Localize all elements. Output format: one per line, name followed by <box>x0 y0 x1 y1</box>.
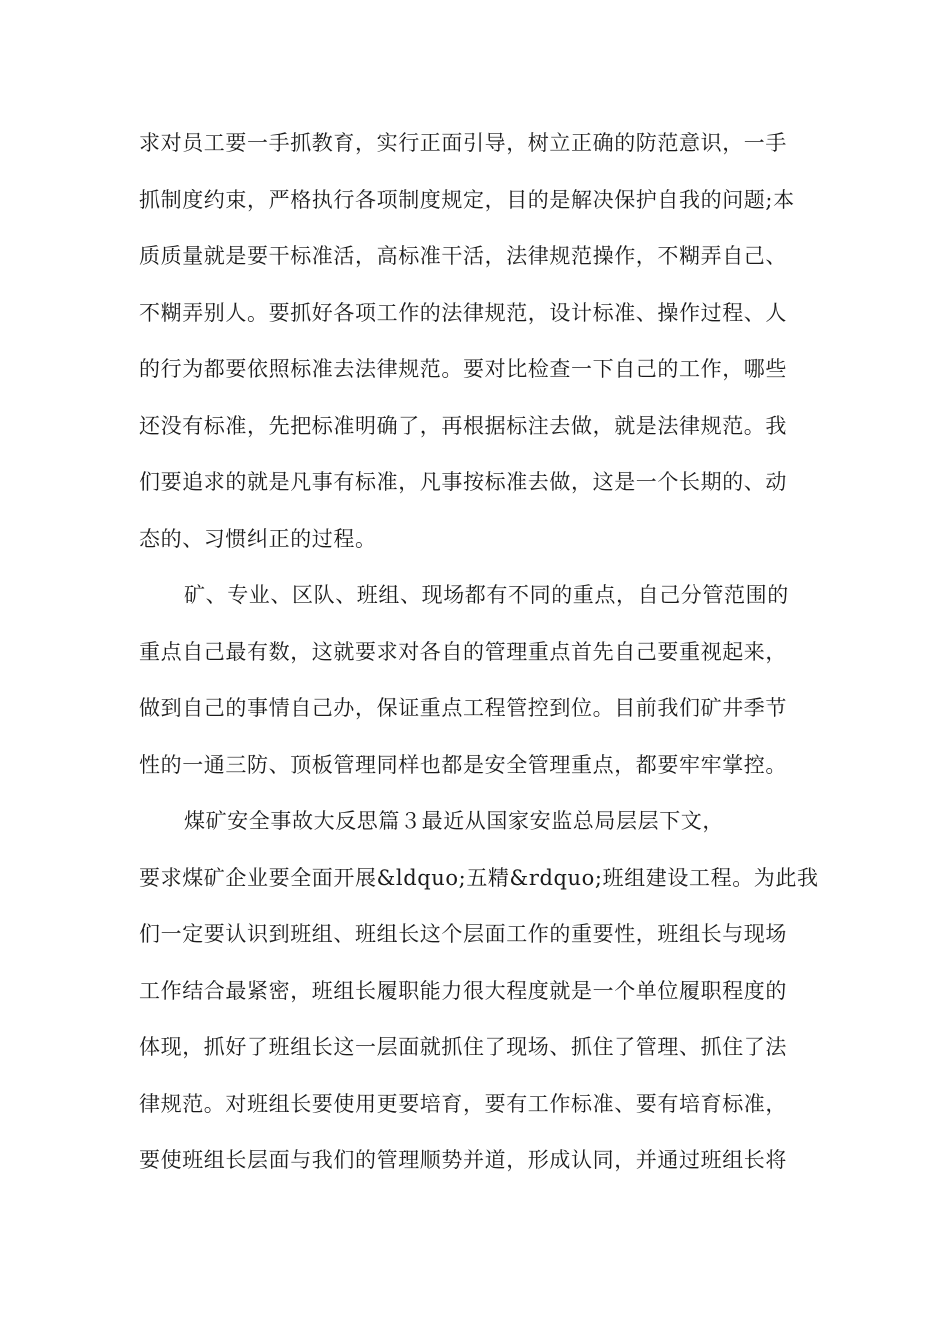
text-line: 态的、习惯纠正的过程。 <box>139 526 377 551</box>
body-text <box>139 119 829 1193</box>
text-line: 工作结合最紧密，班组长履职能力很大程度就是一个单位履职程度的 <box>139 978 787 1003</box>
text-line: 还没有标准，先把标准明确了，再根据标注去做，就是法律规范。我 <box>139 413 787 438</box>
text-line: 体现，抓好了班组长这一层面就抓住了现场、抓住了管理、抓住了法 <box>139 1035 787 1059</box>
text-line: 抓制度约束，严格执行各项制度规定，目的是解决保护自我的问题;本 <box>139 187 795 212</box>
text-line: 质质量就是要干标准活，高标准干活，法律规范操作，不糊弄自己、 <box>139 244 787 268</box>
text-line: 要求煤矿企业要全面开展&ldquo;五精&rdquo;班组建设工程。为此我 <box>139 865 819 890</box>
text-line: 求对员工要一手抓教育，实行正面引导，树立正确的防范意识，一手 <box>139 131 787 155</box>
text-line: 的行为都要依照标准去法律规范。要对比检查一下自己的工作，哪些 <box>139 357 787 381</box>
paragraph-start-line: 煤矿安全事故大反思篇３最近从国家安监总局层层下文， <box>184 809 724 833</box>
paragraph-start-line: 矿、专业、区队、班组、现场都有不同的重点，自己分管范围的 <box>184 583 789 607</box>
text-line: 性的一通三防、顶板管理同样也都是安全管理重点，都要牢牢掌控。 <box>139 752 787 777</box>
text-line: 重点自己最有数，这就要求对各自的管理重点首先自己要重视起来， <box>139 639 787 664</box>
text-line: 律规范。对班组长要使用更要培育，要有工作标准、要有培育标准， <box>139 1091 787 1116</box>
text-line: 要使班组长层面与我们的管理顺势并道，形成认同，并通过班组长将 <box>139 1148 787 1172</box>
text-line: 们一定要认识到班组、班组长这个层面工作的重要性，班组长与现场 <box>139 922 787 946</box>
text-line: 不糊弄别人。要抓好各项工作的法律规范，设计标准、操作过程、人 <box>139 300 787 325</box>
text-line: 做到自己的事情自己办，保证重点工程管控到位。目前我们矿井季节 <box>139 696 787 720</box>
text-line: 们要追求的就是凡事有标准，凡事按标准去做，这是一个长期的、动 <box>139 470 787 494</box>
